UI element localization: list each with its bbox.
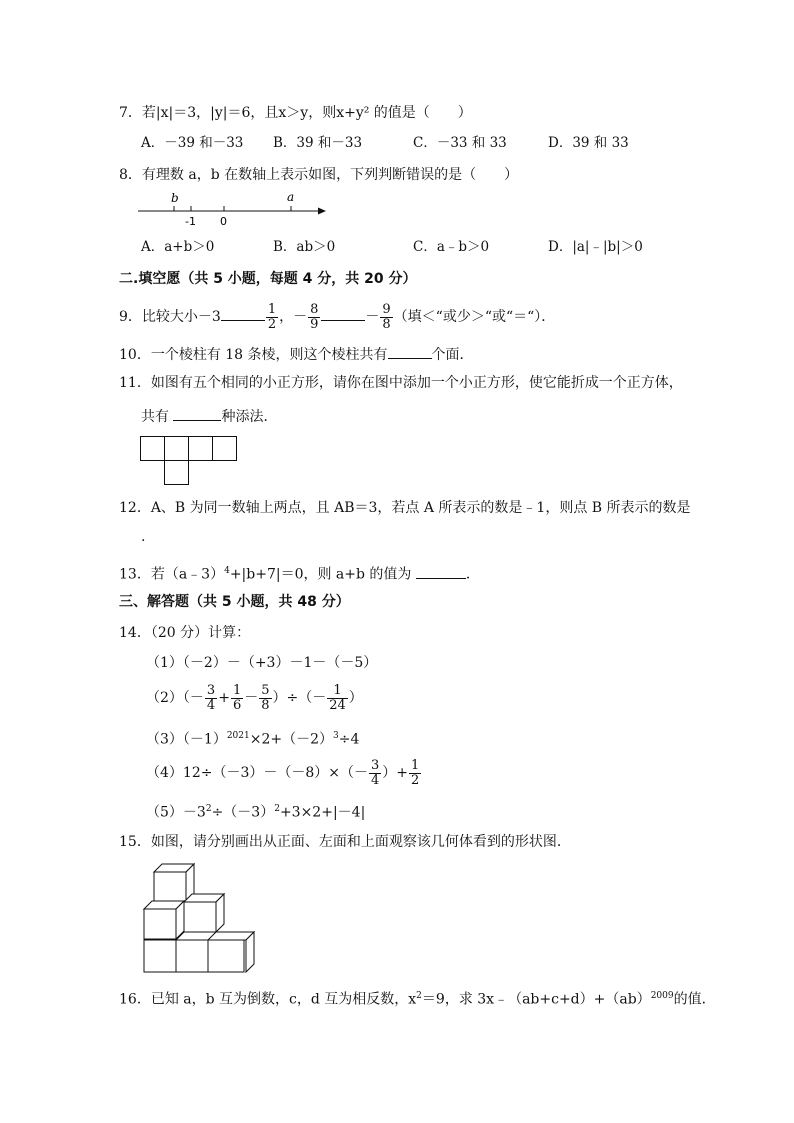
q14-p2-f1-numerator: 3	[206, 682, 216, 698]
label-b: b	[171, 191, 179, 205]
q14-p2-fraction-2	[231, 684, 243, 713]
q9-text: 9．比较大小－3	[119, 309, 221, 325]
q13-mid: +|b+7|＝0，则 a+b 的值为	[229, 566, 416, 583]
q9-fraction-1-denominator: 2	[267, 316, 277, 332]
q14-p2-fraction-1	[205, 684, 217, 713]
q14-p2-f4-numerator: 1	[327, 684, 348, 699]
q14-p2-f4-denominator: 24	[329, 697, 346, 713]
five-squares-figure	[140, 436, 237, 485]
q16-c: 的值．	[673, 991, 716, 1008]
q8-option-c: C．a﹣b＞0	[413, 239, 490, 255]
q7-option-c: C．－33 和 33	[413, 135, 507, 151]
q9-fraction-2-numerator: 8	[310, 301, 319, 317]
q14-p5-c: +3×2+|－4|	[279, 804, 366, 821]
q9-fraction-2-denominator: 9	[310, 316, 319, 332]
square-1	[141, 437, 165, 461]
q9-line	[119, 302, 555, 332]
q16-exponent-2: 2009	[650, 991, 674, 1001]
q11-blank[interactable]	[173, 406, 221, 421]
q13-tail: ．	[465, 566, 480, 583]
q8-option-b: B．ab＞0	[273, 239, 336, 255]
q15-stem: 15．如图，请分别画出从正面、左面和上面观察该几何体看到的形状图．	[119, 834, 571, 850]
q10-text: 10．一个棱柱有 18 条棱，则这个棱柱共有	[119, 347, 388, 363]
q14-p4-f2-numerator: 1	[411, 757, 420, 773]
q8-option-d: D．|a|﹣|b|＞0	[548, 239, 643, 255]
q14-part-2	[146, 683, 363, 713]
q10-tail: 个面．	[431, 347, 474, 363]
q14-part-1: （1）（－2）－（+3）－1－（－5）	[146, 655, 378, 671]
q9-blank-1[interactable]	[221, 306, 265, 321]
q13-line	[119, 562, 480, 584]
q9-separator: ，－	[279, 309, 308, 325]
q14-p3-c: ÷4	[338, 731, 360, 748]
q14-p3-exponent-2: 3	[333, 731, 339, 741]
q14-p2-fraction-3	[259, 684, 271, 713]
q14-part-5	[146, 800, 365, 822]
q14-p4-f1-denominator: 4	[371, 772, 380, 788]
label-zero: 0	[220, 215, 227, 228]
q9-blank-2[interactable]	[321, 306, 365, 321]
q14-p4-a: （4）12÷（－3）－（－8）×（－	[146, 765, 368, 781]
q16-line	[119, 987, 716, 1009]
q16-a: 16．已知 a，b 互为倒数，c，d 互为相反数，x	[119, 991, 417, 1008]
q9-fraction-3-denominator: 8	[382, 316, 391, 332]
q14-p4-f1-numerator: 3	[371, 757, 380, 773]
section-2-title: 二.填空愿（共 5 小题，每题 4 分，共 20 分）	[119, 271, 417, 287]
q14-p4-f2-denominator: 2	[411, 772, 420, 788]
q11-tail: 种添法．	[221, 409, 278, 425]
q14-part-4	[146, 758, 422, 788]
q14-p2-f3-numerator: 5	[261, 682, 270, 698]
q8-stem: 8．有理数 a，b 在数轴上表示如图，下列判断错误的是（ ）	[119, 167, 519, 183]
q13-exponent: 4	[224, 566, 230, 576]
q11-line-1: 11．如图有五个相同的小正方形，请你在图中添加一个小正方形，使它能折成一个正方体，	[119, 375, 683, 391]
q14-part-2-label: （2）（－	[146, 690, 204, 706]
q14-p4-fraction-2	[409, 759, 421, 788]
q14-title: 14．（20 分）计算：	[119, 625, 251, 641]
q14-p5-a: （5）－3	[146, 804, 206, 821]
q14-p3-b: ×2+（－2）	[249, 731, 334, 748]
number-line-figure	[136, 188, 336, 228]
q7-option-b: B．39 和－33	[273, 135, 363, 151]
q9-minus: －	[365, 309, 380, 325]
square-3	[189, 437, 213, 461]
q14-part-3	[146, 727, 359, 749]
q14-p3-exponent-1: 2021	[226, 731, 250, 741]
q14-p3-a: （3）（－1）	[146, 731, 227, 748]
q16-exponent-1: 2	[416, 991, 422, 1001]
q9-fraction-1-numerator: 1	[267, 301, 277, 317]
q9-fraction-2	[308, 303, 320, 332]
q9-fraction-1	[266, 303, 278, 332]
q8-option-a: A．a+b＞0	[141, 239, 215, 255]
q14-p2-f2-denominator: 6	[232, 697, 242, 713]
q12-line-2: .	[141, 529, 146, 545]
q13-text: 13．若（a﹣3）	[119, 566, 225, 583]
q7-stem: 7．若|x|＝3，|y|＝6，且x＞y，则x+y² 的值是（ ）	[119, 105, 472, 121]
q16-b: ＝9，求 3x﹣（ab+c+d）+（ab）	[421, 991, 651, 1008]
q10-line	[119, 344, 474, 364]
q14-p4-b: ）+	[382, 765, 409, 781]
q14-p2-minus: －	[244, 690, 259, 706]
q14-p2-f3-denominator: 8	[261, 697, 270, 713]
q14-p5-b: ÷（－3）	[211, 804, 275, 821]
square-5	[165, 461, 189, 485]
square-4	[213, 437, 237, 461]
q14-p5-exponent-2: 2	[274, 804, 280, 814]
q9-fraction-3-numerator: 9	[382, 301, 391, 317]
q9-fraction-3	[380, 303, 392, 332]
cube-stack-figure	[141, 862, 259, 977]
q14-p2-divide: ）÷（－	[272, 690, 327, 706]
q10-blank[interactable]	[388, 344, 432, 359]
q13-blank[interactable]	[416, 564, 466, 579]
section-3-title: 三、解答题（共 5 小题，共 48 分）	[119, 594, 350, 610]
q7-option-a: A．－39 和－33	[141, 135, 244, 151]
q9-tail: （填＜“或少＞“或“＝“）．	[393, 309, 556, 325]
q14-p5-exponent-1: 2	[205, 804, 212, 814]
number-line-arrow-icon	[318, 208, 326, 215]
q11-line-2	[141, 406, 277, 426]
q14-p4-fraction-1	[369, 759, 381, 788]
q12-line-1: 12．A、B 为同一数轴上两点，且 AB＝3，若点 A 所表示的数是﹣1，则点 B 所表示的数是	[119, 500, 691, 516]
q11-text: 共有	[141, 409, 174, 425]
q14-p2-f2-numerator: 1	[232, 682, 242, 698]
label-minus-one: -1	[185, 215, 196, 228]
q14-p2-close: ）	[348, 690, 363, 706]
q14-p2-fraction-4	[327, 684, 348, 713]
label-a: a	[287, 190, 295, 204]
square-2	[165, 437, 189, 461]
q7-option-d: D．39 和 33	[548, 135, 629, 151]
q14-p2-f1-denominator: 4	[206, 697, 216, 713]
q14-p2-plus: +	[218, 690, 230, 706]
